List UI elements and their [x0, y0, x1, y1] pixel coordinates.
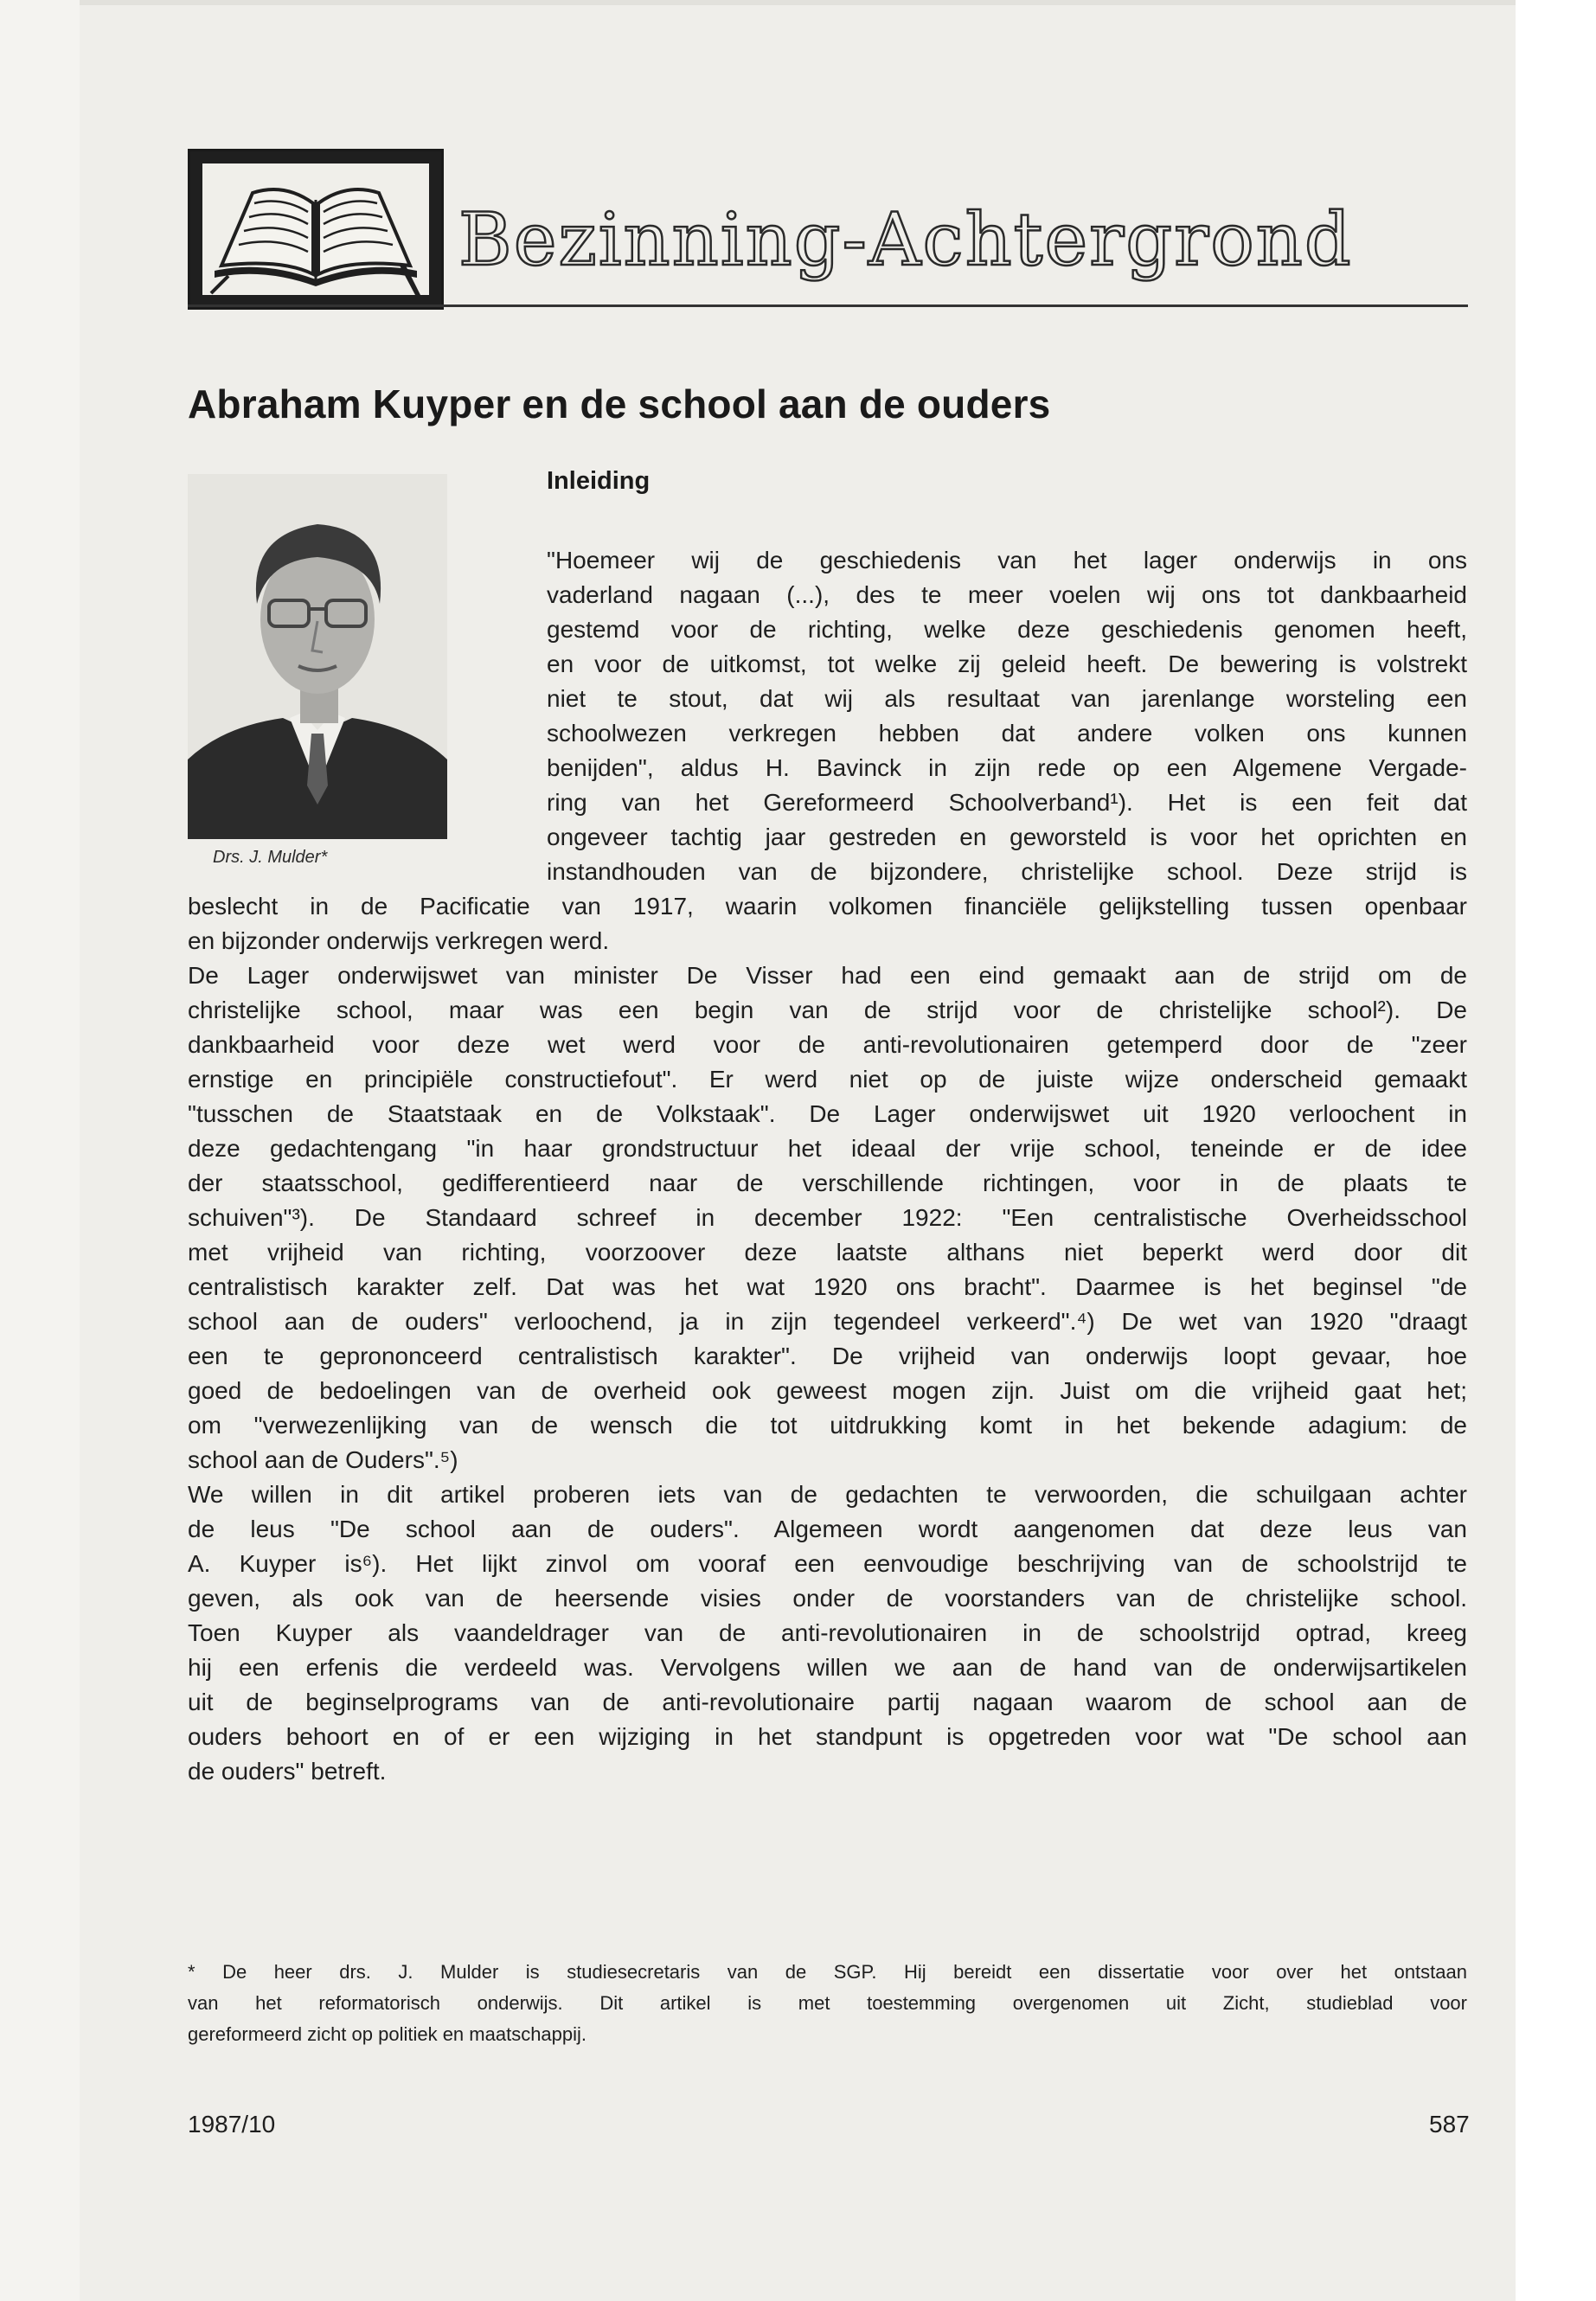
- body-line: vaderland nagaan (...), des te meer voelen wij ons tot dankbaarheid: [547, 581, 1467, 608]
- open-book-icon: [202, 163, 429, 295]
- body-line: school aan de Ouders".⁵): [188, 1446, 458, 1473]
- body-line: om "verwezenlijking van de wensch die tot uitdrukking komt in het bekende adagium: de: [188, 1412, 1467, 1439]
- body-line: hij een erfenis die verdeeld was. Vervolgens willen we aan de hand van de onderwijsartikelen: [188, 1654, 1467, 1681]
- open-book-logo: [188, 149, 444, 310]
- footnote-line: gereformeerd zicht op politiek en maatschappij.: [188, 2023, 587, 2045]
- portrait-photo: [188, 474, 447, 839]
- body-line: "Hoemeer wij de geschiedenis van het lager onderwijs in ons: [547, 547, 1467, 574]
- scan-margin-right: [1516, 0, 1596, 2301]
- body-line: De Lager onderwijswet van minister De Visser had een eind gemaakt aan de strijd om de: [188, 962, 1467, 989]
- footnote-line: * De heer drs. J. Mulder is studiesecretaris van de SGP. Hij bereidt een dissertatie voor over het ontstaan: [188, 1961, 1467, 1983]
- body-line: ongeveer tachtig jaar gestreden en geworsteld is voor het oprichten en: [547, 824, 1467, 850]
- section-heading: Inleiding: [547, 467, 651, 495]
- body-line: benijden", aldus H. Bavinck in zijn rede op een Algemene Vergade-: [547, 754, 1467, 781]
- body-line: ernstige en principiële constructiefout". Er werd niet op de juiste wijze onderscheid gemaakt: [188, 1066, 1467, 1093]
- body-line: gestemd voor de richting, welke deze geschiedenis genomen heeft,: [547, 616, 1467, 643]
- issue-number: 1987/10: [188, 2111, 276, 2138]
- scan-margin-left: [0, 0, 80, 2301]
- body-line: dankbaarheid voor deze wet werd voor de anti-revolutionairen getemperd door de "zeer: [188, 1031, 1467, 1058]
- body-line: schuiven"³). De Standaard schreef in december 1922: "Een centralistische Overheidsschool: [188, 1204, 1467, 1231]
- page-top-edge: [80, 0, 1516, 5]
- body-line: A. Kuyper is⁶). Het lijkt zinvol om vooraf een eenvoudige beschrijving van de schoolstrijd te: [188, 1550, 1467, 1577]
- footnote-line: van het reformatorisch onderwijs. Dit artikel is met toestemming overgenomen uit Zicht, studieblad voor: [188, 1992, 1467, 2014]
- body-line: deze gedachtengang "in haar grondstructuur het ideaal der vrije school, teneinde er de idee: [188, 1135, 1467, 1162]
- section-title: Bezinning-Achtergrond: [458, 197, 1353, 282]
- body-line: een te geprononceerd centralistisch karakter". De vrijheid van onderwijs loopt gevaar, hoe: [188, 1343, 1467, 1369]
- body-line: ring van het Gereformeerd Schoolverband¹). Het is een feit dat: [547, 789, 1467, 816]
- portrait-caption: Drs. J. Mulder*: [213, 848, 328, 867]
- body-line: met vrijheid van richting, voorzoover deze laatste althans niet beperkt werd door dit: [188, 1239, 1467, 1266]
- body-line: uit de beginselprograms van de anti-revolutionaire partij nagaan waarom de school aan de: [188, 1689, 1467, 1715]
- article-title: Abraham Kuyper en de school aan de ouders: [188, 381, 1051, 426]
- banner-divider: [439, 304, 1468, 307]
- banner-divider-left: [188, 304, 439, 307]
- body-line: We willen in dit artikel proberen iets van de gedachten te verwoorden, die schuilgaan achter: [188, 1481, 1467, 1508]
- body-line: beslecht in de Pacificatie van 1917, waarin volkomen financiële gelijkstelling tussen openbaar: [188, 893, 1467, 920]
- body-line: en bijzonder onderwijs verkregen werd.: [188, 927, 610, 954]
- body-line: christelijke school, maar was een begin van de strijd voor de christelijke school²). De: [188, 997, 1467, 1023]
- section-banner: [188, 149, 1468, 310]
- body-line: Toen Kuyper als vaandeldrager van de anti-revolutionairen in de schoolstrijd optrad, kreeg: [188, 1619, 1467, 1646]
- body-line: "tusschen de Staatstaak en de Volkstaak". De Lager onderwijswet uit 1920 verloochent in: [188, 1100, 1467, 1127]
- body-line: de ouders" betreft.: [188, 1758, 387, 1785]
- body-line: ouders behoort en of er een wijziging in het standpunt is opgetreden voor wat "De school aan: [188, 1723, 1467, 1750]
- body-line: niet te stout, dat wij als resultaat van jarenlange worsteling een: [547, 685, 1467, 712]
- page-number: 587: [1429, 2111, 1470, 2138]
- body-line: schoolwezen verkregen hebben dat andere volken ons kunnen: [547, 720, 1467, 747]
- body-line: instandhouden van de bijzondere, christelijke school. Deze strijd is: [547, 858, 1467, 885]
- body-line: goed de bedoelingen van de overheid ook geweest mogen zijn. Juist om die vrijheid gaat het;: [188, 1377, 1467, 1404]
- body-line: en voor de uitkomst, tot welke zij geleid heeft. De bewering is volstrekt: [547, 651, 1467, 677]
- author-portrait: [188, 474, 447, 839]
- body-line: geven, als ook van de heersende visies onder de voorstanders van de christelijke school.: [188, 1585, 1467, 1612]
- page: [80, 0, 1516, 2301]
- body-line: der staatsschool, gedifferentieerd naar de verschillende richtingen, voor in de plaats te: [188, 1170, 1467, 1196]
- body-line: centralistisch karakter zelf. Dat was het wat 1920 ons bracht". Daarmee is het beginsel "de: [188, 1273, 1467, 1300]
- body-line: de leus "De school aan de ouders". Algemeen wordt aangenomen dat deze leus van: [188, 1516, 1467, 1542]
- body-line: school aan de ouders" verloochend, ja in zijn tegendeel verkeerd".⁴) De wet van 1920 "draagt: [188, 1308, 1467, 1335]
